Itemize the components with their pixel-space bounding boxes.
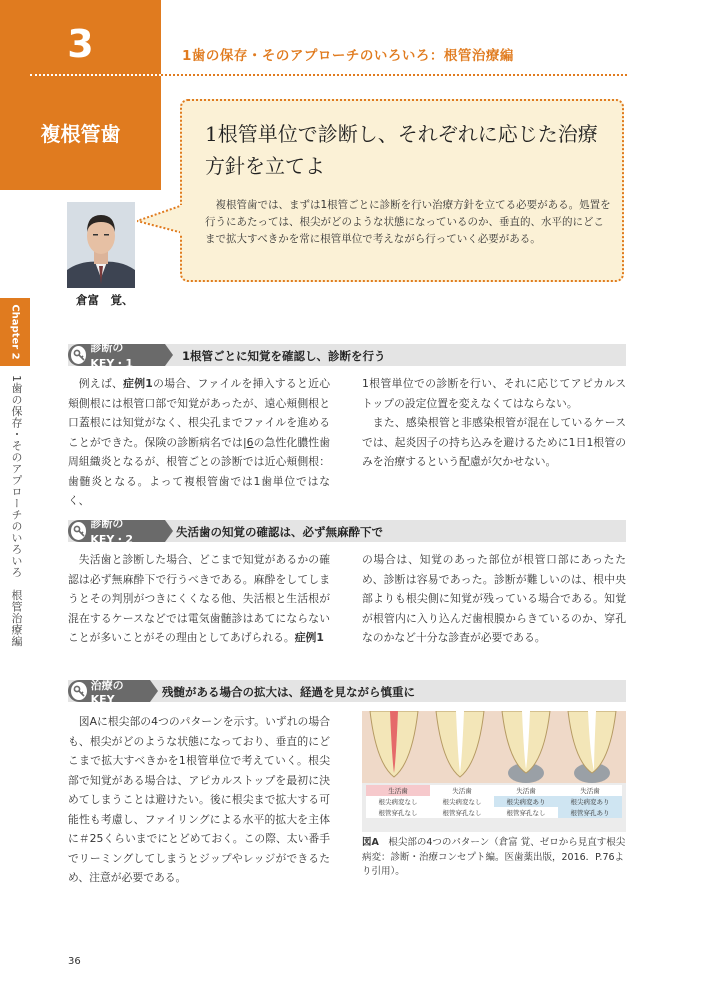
figure-header-2: 失活歯	[430, 785, 494, 796]
key2-heading: 失活歯の知覚の確認は、必ず無麻酔下で	[176, 525, 383, 539]
page-number: 36	[68, 956, 81, 967]
key-icon	[71, 346, 86, 364]
bubble-tail	[137, 203, 183, 239]
key1-left-mid: の場合、ファイルを挿入すると近心頬側根には根管口部で知覚があったが、遠心頬側根と口蓋根には知覚がなく、根尖孔までファイルを進めることができた。保険の診断病名では	[68, 377, 330, 449]
section-number: 3	[67, 22, 94, 66]
key1-bar	[68, 341, 626, 370]
key2-bar	[68, 517, 626, 546]
key1-tooth-notation: |6	[242, 435, 254, 449]
key1-left-post: の急性化膿性歯周組織炎となるが、根管ごとの診断では近心頬側根：歯髄炎となる。よって複根管歯では1歯単位ではなく、	[68, 435, 331, 507]
key1-right-p2: また、感染根管と非感染根管が混在しているケースでは、起炎因子の持ち込みを避けるために1日1根管のみを治療するという配慮が欠かせない。	[362, 416, 626, 468]
key2-right-column: の場合は、知覚のあった部位が根管口部にあったため、診断は容易であった。診断が難しいのは、根中央部よりも根尖側に知覚が残っている場合である。知覚が根管内に入り込んだ歯根膜からきているのか、穿孔なのかなど十分な診査が必要である。	[362, 553, 626, 644]
author-name: 倉富 覚、	[76, 293, 134, 307]
chapter-label: Chapter 2	[9, 304, 21, 360]
figure-header-3: 失活歯	[494, 785, 558, 796]
key2-case-ref: 症例1	[294, 631, 324, 644]
header-divider	[161, 74, 627, 76]
key2-left-column	[68, 550, 330, 648]
section-divider	[30, 74, 161, 76]
key1-case-ref: 症例1	[123, 377, 153, 390]
figure-header-1: 生活歯	[366, 785, 430, 796]
figure-caption-text: 根尖部の4つのパターン（倉富 覚、ゼロから見直す根尖病変：診断・治療コンセプト編。医歯薬出版，2016．P.76より引用）。	[362, 837, 626, 877]
key3-label: 治療のKEY	[90, 678, 124, 706]
figure-row2-3: 根管穿孔なし	[494, 807, 558, 818]
key3-left-column: 図Aに根尖部の4つのパターンを示す。いずれの場合も、根尖がどのような状態になっており、垂直的にどこまで拡大すべきかを1根管単位で考えていく。根尖部で知覚がある場合は、アピカルストップを最初に決めてしまうことは避けたい。後に根尖まで拡大する可能性も考慮し、ファイリングによる水平的拡大を主体に＃25くらいまでにとどめておく。この際、太い番手でリーミングしてしまうとジップやレッジができるため、注意が必要である。	[68, 715, 330, 884]
figure-a-roots	[362, 711, 626, 783]
sidebar-vertical-text: 1歯の保存・そのアプローチのいろいろ 根管治療編	[10, 375, 23, 647]
key-icon	[71, 682, 87, 700]
key3-heading: 残髄がある場合の拡大は、経過を見ながら慎重に	[162, 685, 415, 699]
bubble-tail-mask	[180, 205, 186, 235]
key1-left-pre: 例えば、	[78, 377, 124, 390]
key1-label-box	[68, 341, 165, 370]
intro-title-line1: 1根管単位で診断し、それぞれに応じた治療	[205, 122, 598, 146]
key2-label-tip	[165, 520, 173, 542]
section-title: 複根管歯	[40, 122, 121, 146]
key2-left-text: 失活歯と診断した場合、どこまで知覚があるかの確認は必ず無麻酔下で行うべきである。麻酔をしてしまうとその判別がつきにくくなる他、失活根と生活根が混在するケースなどでは電気歯髄診はあてにならないことが多いことがその理由としてあげられる。	[68, 553, 330, 644]
figure-a-caption	[362, 836, 626, 880]
intro-body: 複根管歯では、まずは1根管ごとに診断を行い治療方針を立てる必要がある。処置を行うにあたっては、根尖がどのような状態になっているのか、垂直的、水平的にどこまで拡大すべきかを常に根管単位で考えながら行っていく必要がある。	[205, 199, 611, 245]
key1-right-p1: 1根管単位での診断を行い、それに応じてアピカルストップの設定位置を変えなくてはならない。	[362, 377, 626, 410]
header-title: 1歯の保存・そのアプローチのいろいろ：根管治療編	[182, 48, 514, 64]
key1-label-tip	[165, 344, 173, 366]
key1-label: 診断のKEY・1	[90, 341, 134, 370]
intro-title	[205, 118, 615, 182]
figure-row1-1: 根尖病変なし	[366, 796, 430, 807]
figure-row1-4: 根尖病変あり	[558, 796, 622, 807]
key3-bar	[68, 678, 626, 706]
author-portrait	[67, 202, 135, 288]
figure-row2-4: 根管穿孔あり	[558, 807, 622, 818]
key2-label-box	[68, 517, 165, 546]
figure-a-table	[366, 785, 622, 818]
key-icon	[71, 522, 86, 540]
figure-header-4: 失活歯	[558, 785, 622, 796]
key3-label-tip	[150, 680, 158, 702]
key1-right-column	[362, 374, 626, 472]
figure-row2-1: 根管穿孔なし	[366, 807, 430, 818]
intro-title-line2: 方針を立てよ	[205, 154, 325, 178]
key1-heading: 1根管ごとに知覚を確認し、診断を行う	[182, 349, 386, 363]
key3-label-box	[68, 678, 150, 706]
key2-label: 診断のKEY・2	[90, 517, 134, 546]
figure-a	[362, 711, 626, 832]
figure-row2-2: 根管穿孔なし	[430, 807, 494, 818]
figure-caption-label: 図A	[362, 837, 379, 848]
key1-left-column	[68, 374, 330, 511]
figure-row1-3: 根尖病変あり	[494, 796, 558, 807]
figure-row1-2: 根尖病変なし	[430, 796, 494, 807]
